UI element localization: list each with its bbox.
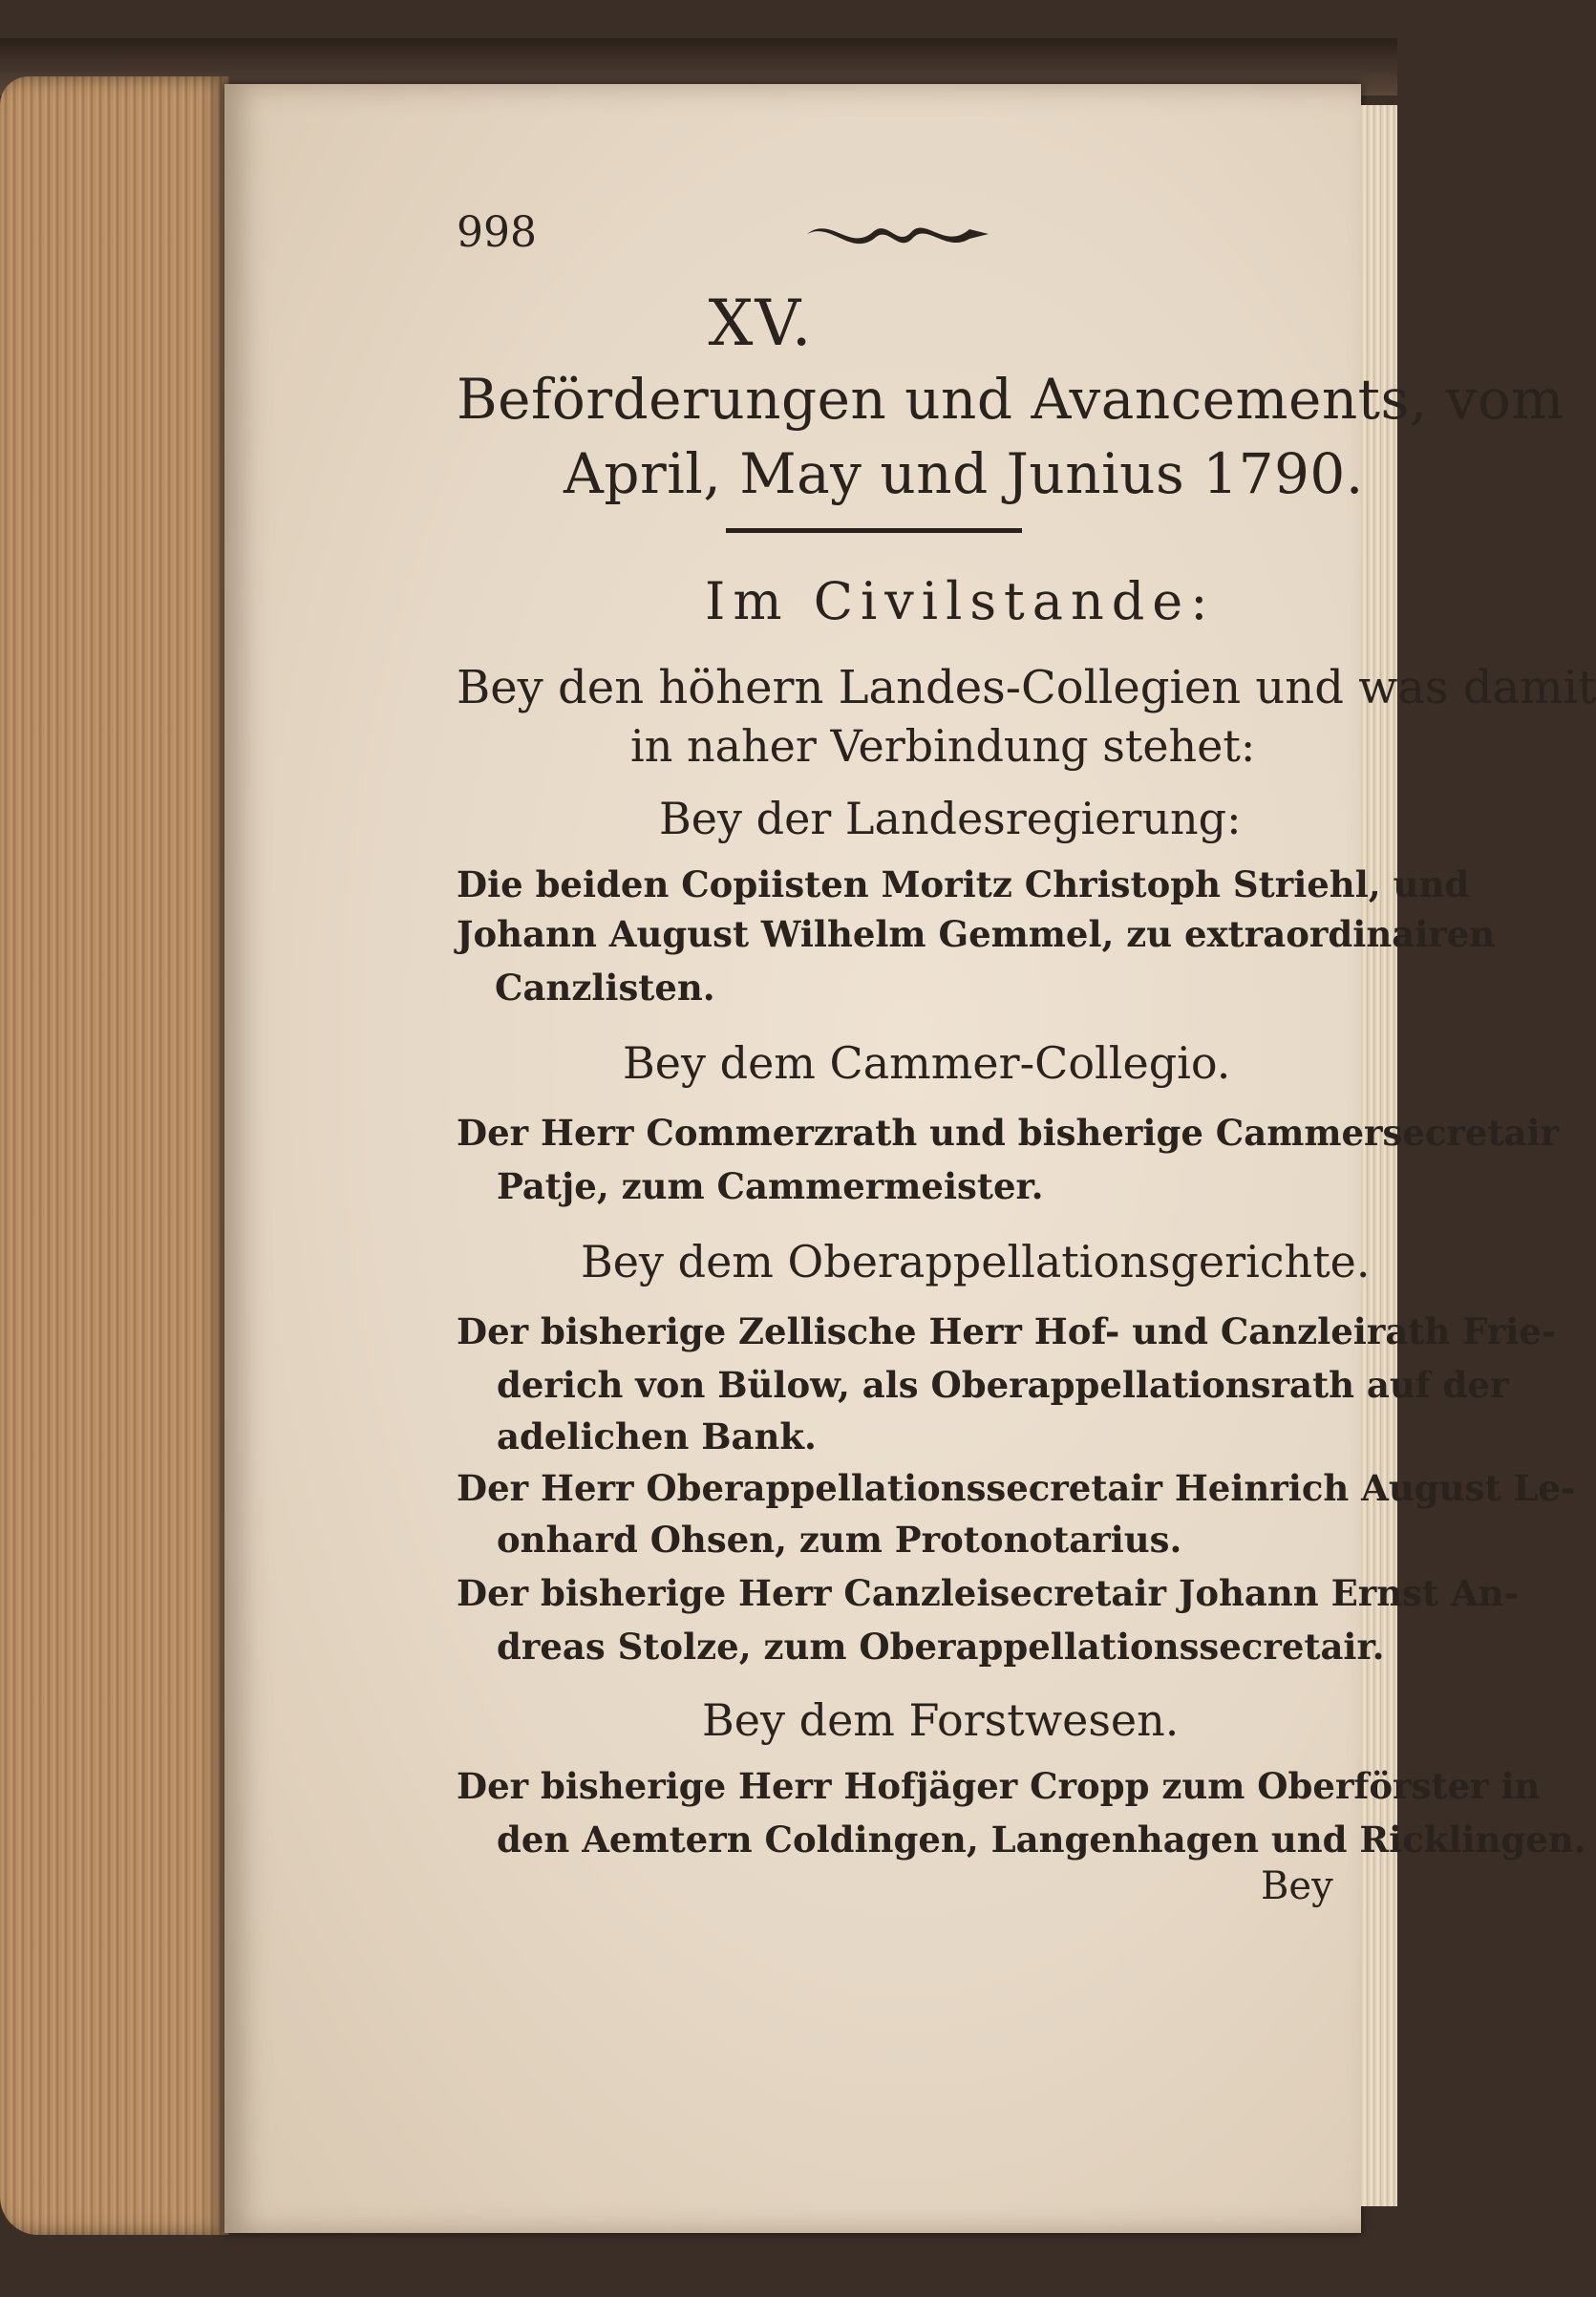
forst-heading: Bey dem Forstwesen. bbox=[702, 1694, 1180, 1746]
cammer-line-2: Patje, zum Cammermeister. bbox=[497, 1165, 1044, 1207]
forst-line-2: den Aemtern Coldingen, Langenhagen und Ricklingen. bbox=[497, 1818, 1586, 1861]
section-heading: Im Civilstande: bbox=[705, 571, 1216, 631]
cammer-heading: Bey dem Cammer-Collegio. bbox=[623, 1037, 1231, 1089]
page-number: 998 bbox=[457, 208, 537, 257]
oberappellation-line-6: Der bisherige Herr Canzleisecretair Johann Ernst An- bbox=[457, 1572, 1519, 1614]
oberappellation-line-3: adelichen Bank. bbox=[497, 1415, 817, 1457]
landesregierung-line-2: Johann August Wilhelm Gemmel, zu extraordinairen bbox=[457, 913, 1496, 955]
oberappellation-line-7: dreas Stolze, zum Oberappellationssecretair. bbox=[497, 1626, 1385, 1668]
ornament-icon bbox=[802, 210, 993, 258]
forst-line-1: Der bisherige Herr Hofjäger Cropp zum Oberförster in bbox=[457, 1765, 1541, 1807]
oberappellation-line-1: Der bisherige Zellische Herr Hof- und Canzleirath Frie- bbox=[457, 1310, 1557, 1352]
title-line-2: April, May und Junius 1790. bbox=[564, 441, 1364, 506]
subsection-line-1: Bey den höhern Landes-Collegien und was damit bbox=[457, 661, 1596, 714]
oberappellation-line-2: derich von Bülow, als Oberappellationsrath auf der bbox=[497, 1364, 1509, 1406]
oberappellation-heading: Bey dem Oberappellationsgerichte. bbox=[581, 1236, 1371, 1287]
title-divider bbox=[726, 528, 1022, 533]
subsection-line-2: in naher Verbindung stehet: bbox=[630, 720, 1256, 772]
landesregierung-line-3: Canzlisten. bbox=[495, 967, 715, 1009]
chapter-numeral: XV. bbox=[708, 287, 814, 360]
title-line-1: Beförderungen und Avancements, vom bbox=[457, 367, 1564, 432]
cammer-line-1: Der Herr Commerzrath und bisherige Cammersecretair bbox=[457, 1112, 1560, 1154]
landesregierung-line-1: Die beiden Copiisten Moritz Christoph Striehl, und bbox=[457, 863, 1470, 905]
oberappellation-line-5: onhard Ohsen, zum Protonotarius. bbox=[497, 1519, 1182, 1561]
book-page-edges bbox=[0, 76, 229, 2235]
oberappellation-line-4: Der Herr Oberappellationssecretair Heinrich August Le- bbox=[457, 1467, 1576, 1509]
landesregierung-heading: Bey der Landesregierung: bbox=[659, 793, 1242, 844]
catchword: Bey bbox=[1261, 1864, 1333, 1908]
